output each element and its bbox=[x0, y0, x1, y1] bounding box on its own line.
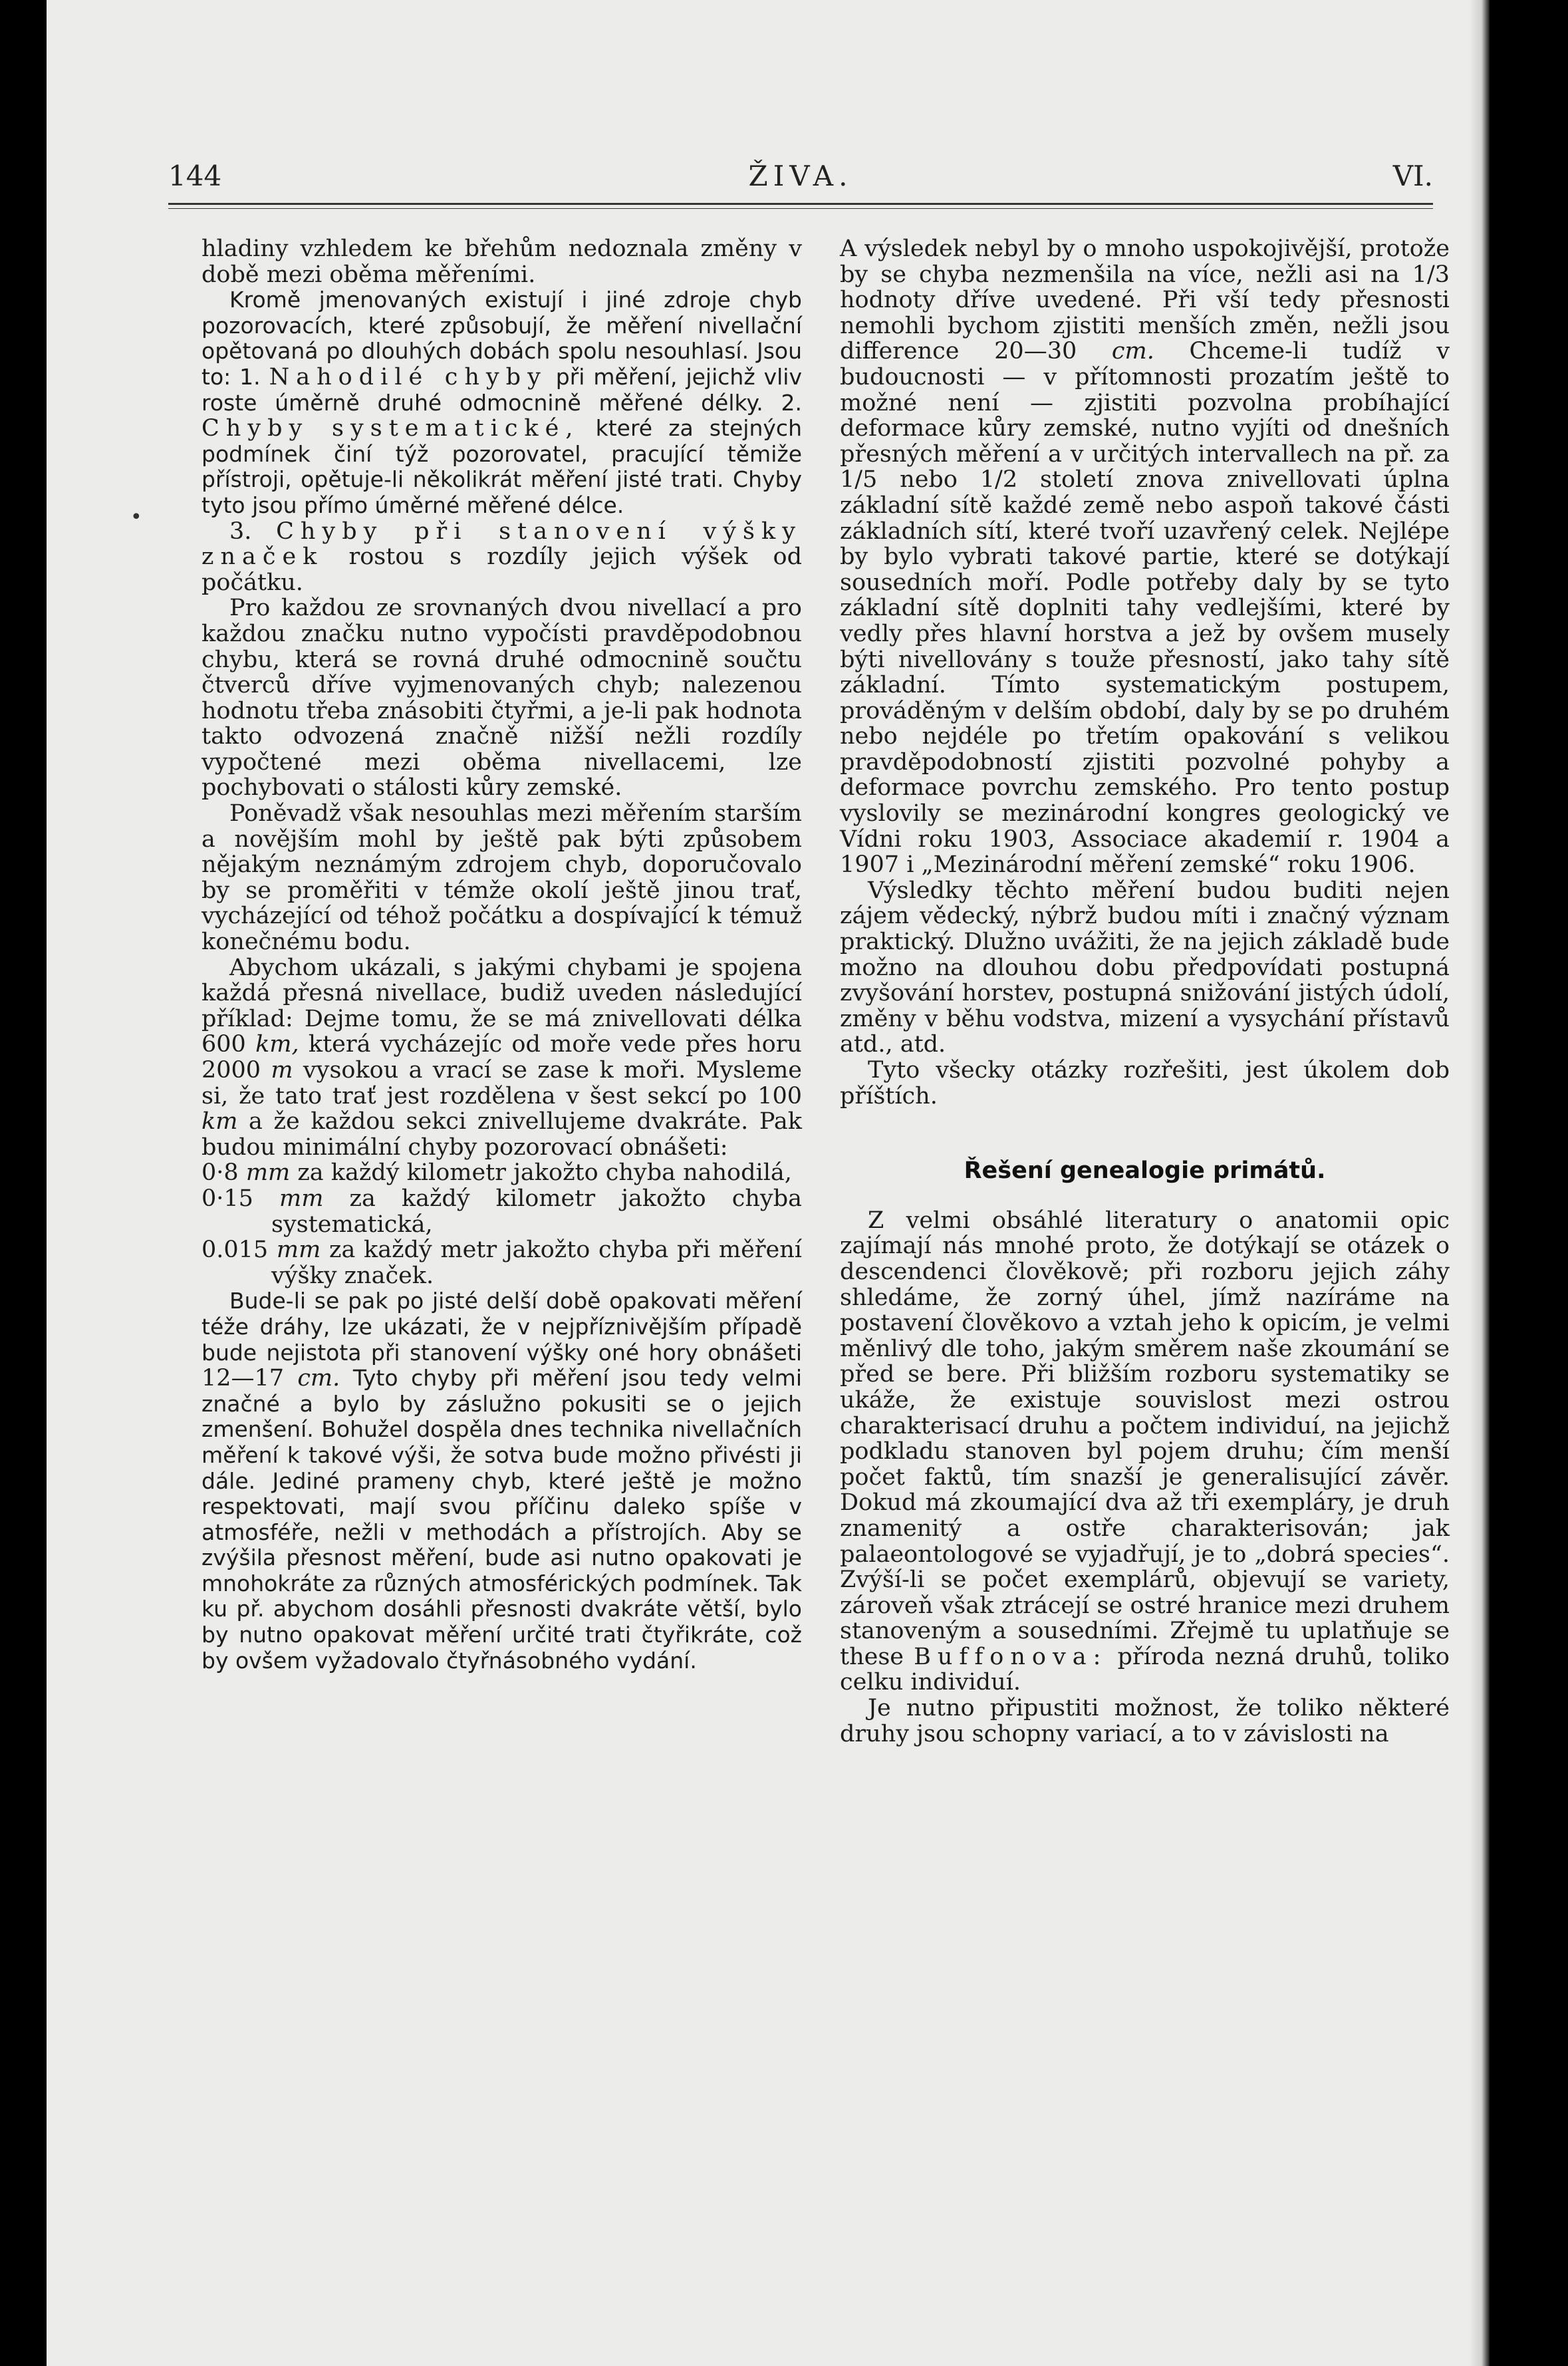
volume-number: VI. bbox=[1392, 160, 1433, 192]
journal-title: ŽIVA. bbox=[748, 160, 853, 192]
page-number: 144 bbox=[168, 160, 222, 192]
page-edge-shadow bbox=[1470, 0, 1490, 2366]
paragraph: Poněvadž však nesouhlas mezi měřením starším a novějším mohl by ještě pak býti způsobem nějakým neznámým zdrojem chyb, doporučovalo by se proměřiti v témže okolí ještě jinou trať, vycházející od téhož počátku a dospívající k témuž konečnému bodu. bbox=[201, 800, 802, 956]
header-rule-bottom bbox=[168, 208, 1433, 209]
paragraph: hladiny vzhledem ke břehům nedoznala změny v době mezi oběma měřeními. bbox=[201, 235, 802, 288]
right-column bbox=[840, 236, 1450, 1747]
margin-mark: • bbox=[130, 506, 142, 529]
list-item: 0.015 mm za každý metr jakožto chyba při měření výšky značek. bbox=[201, 1237, 802, 1289]
list-item: 0·15 mm za každý kilometr jakožto chyba systematická, bbox=[201, 1185, 802, 1238]
spaced-term: Chyby při stanovení výšky značek bbox=[201, 518, 802, 571]
paragraph: A výsledek nebyl by o mnoho uspokojivější, protože by se chyba nezmenšila na více, nežli asi na 1/3 hodnoty dříve uvedené. Při vší tedy přesnosti nemohli bychom zjistiti menších změn, nežli jsou difference 20—30 cm. Chceme-li tudíž v budoucnosti — v přítomnosti prozatím ještě to možné není — zjistiti pozvolna probíhající deformace kůry zemské, nutno vyjíti od dnešních přesných měření a v určitých intervallech na př. za 1/5 nebo 1/2 století znova znivellovati úplna základní sítě každé země nebo aspoň takové části základních sítí, které tvoří uzavřený celek. Nejlépe by bylo vybrati takové partie, které se dotýkají sousedních moří. Podle potřeby daly by se tyto základní sítě doplniti tahy vedlejšími, které by vedly přes hlavní horstva a jež by ovšem musely býti nivellovány s touže přesností, jako tahy sítě základní. Tímto systematickým postupem, prováděným v delším období, daly by se po druhém nebo nejdéle po třetím opakování s velikou pravděpodobností zjistiti pozvolné pohyby a deformace povrchu zemského. Pro tento postup vyslovily se mezinárodní kongres geologický ve Vídni roku 1903, Associace akademií r. 1904 a 1907 i „Mezinárodní měření zemské“ roku 1906. bbox=[840, 235, 1450, 879]
paragraph: 3. Chyby při stanovení výšky značek rostou s rozdíly jejich výšek od počátku. bbox=[201, 518, 802, 596]
paragraph: Je nutno připustiti možnost, že toliko některé druhy jsou schopny variací, a to v závislosti na bbox=[840, 1695, 1450, 1747]
paragraph: Kromě jmenovaných existují i jiné zdroje chyb pozorovacích, které způsobují, že měření nivellační opětovaná po dlouhých dobách spolu nesouhlasí. Jsou to: 1. Nahodilé chyby při měření, jejichž vliv roste úměrně druhé odmocnině měřené délky. 2. Chyby systematické, které za stejných podmínek činí týž pozorovatel, pracující těmiže přístroji, opětuje-li několikrát měření jisté trati. Chyby tyto jsou přímo úměrné měřené délce. bbox=[201, 287, 802, 518]
list-item: 0·8 mm za každý kilometr jakožto chyba nahodilá, bbox=[201, 1159, 792, 1187]
paragraph: Tyto všecky otázky rozřešiti, jest úkolem dob příštích. bbox=[840, 1057, 1450, 1109]
left-column bbox=[201, 236, 802, 1674]
paragraph: Abychom ukázali, s jakými chybami je spojena každá přesná nivellace, budiž uveden následující příklad: Dejme tomu, že se má znivellovati délka 600 km, která vycházejíc od moře vede přes horu 2000 m vysokou a vrací se zase k moři. Mysleme si, že tato trať jest rozdělena v šest sekcí po 100 km a že každou sekci znivellujeme dvakráte. Pak budou minimální chyby pozorovací obnášeti: bbox=[201, 954, 802, 1161]
paragraph: Bude-li se pak po jisté delší době opakovati měření téže dráhy, lze ukázati, že v nejpříznivějším případě bude nejistota při stanovení výšky oné hory obnášeti 12—17 cm. Tyto chyby při měření jsou tedy velmi značné a bylo by záslužno pokusiti se o jejich zmenšení. Bohužel dospěla dnes technika nivellačních měření k takové výši, že sotva bude možno přivésti ji dále. Jediné prameny chyb, které ještě je možno respektovati, mají svou příčinu daleko spíše v atmosféře, nežli v methodách a přístrojích. Aby se zvýšila přesnost měření, bude asi nutno opakovati je mnohokráte za různých atmosférických podmínek. Tak ku př. abychom dosáhli přesnosti dvakráte větší, bylo by nutno opakovat měření určité trati čtyřikráte, což by ovšem vyžadovalo čtyřnásobného vydání. bbox=[201, 1288, 802, 1674]
header-rule-top bbox=[168, 203, 1433, 205]
paragraph: Z velmi obsáhlé literatury o anatomii opic zajímají nás mnohé proto, že dotýkají se otázek o descendenci člověkově; při rozboru jejich záhy shledáme, že zorný úhel, jímž nazíráme na postavení člověkovo a vztah jeho k opicím, je velmi měnlivý dle toho, jakým směrem naše zkoumání se před se bere. Při bližším rozboru systematiky se ukáže, že existuje souvislost mezi ostrou charakterisací druhu a počtem individuí, na jejichž podkladu stanoven byl pojem druhu; čím menší počet faktů, tím snazší je generalisující závěr. Dokud má zkoumající dva až tři exempláry, je druh znamenitý a ostře charakterisován; jak palaeontologové se vyjadřují, je to „dobrá species“. Zvýší-li se počet exemplárů, objevují se variety, zároveň však ztrácejí se ostré hranice mezi druhem stanoveným a sousedními. Zřejmě tu uplatňuje se these Buffonova: příroda nezná druhů, toliko celku individuí. bbox=[840, 1207, 1450, 1696]
section-heading: Řešení genealogie primátů. bbox=[964, 1157, 1326, 1185]
page-header bbox=[168, 160, 1433, 200]
paragraph: Pro každou ze srovnaných dvou nivellací a pro každou značku nutno vypočísti pravděpodobnou chybu, která se rovná druhé odmocnině součtu čtverců dříve vyjmenovaných chyb; nalezenou hodnotu třeba znásobiti čtyřmi, a je-li pak hodnota takto odvozená značně nižší nežli rozdíly vypočtené mezi oběma nivellacemi, lze pochybovati o stálosti kůry zemské. bbox=[201, 595, 802, 802]
paragraph: Výsledky těchto měření budou buditi nejen zájem vědecký, nýbrž budou míti i značný význam praktický. Dlužno uvážiti, že na jejich základě bude možno na dlouhou dobu předpovídati postupná zvyšování horstev, postupná snižování jistých údolí, změny v běhu vodstva, mizení a vysychání přístavů atd., atd. bbox=[840, 877, 1450, 1058]
spaced-name: Buffonova: bbox=[914, 1643, 1108, 1670]
spaced-term: Nahodilé chyby bbox=[269, 363, 547, 390]
spaced-term: Chyby systematické, bbox=[201, 415, 580, 442]
